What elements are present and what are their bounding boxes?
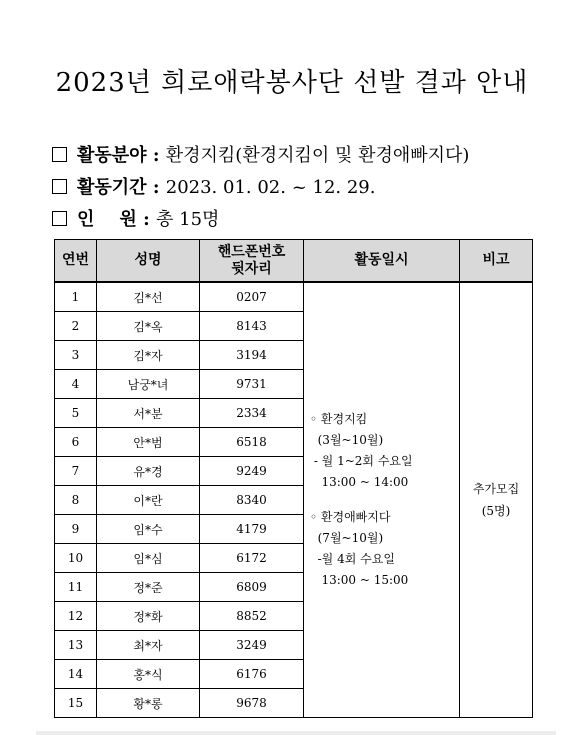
header-name: 성명 <box>97 240 200 283</box>
activity-line: 13:00 ~ 14:00 <box>310 475 409 489</box>
header-phone-line1: 핸드폰번호 <box>217 243 286 260</box>
header-phone-line2: 뒷자리 <box>231 260 272 277</box>
cell-no: 3 <box>55 341 97 370</box>
header-phone <box>200 240 304 283</box>
info-activity-period <box>52 173 375 199</box>
cell-phone: 0207 <box>200 282 304 312</box>
cell-no: 13 <box>55 631 97 660</box>
cell-phone: 9731 <box>200 370 304 399</box>
cell-phone: 3249 <box>200 631 304 660</box>
cell-no: 8 <box>55 486 97 515</box>
info-headcount <box>52 205 219 231</box>
cell-no: 5 <box>55 399 97 428</box>
cell-phone: 6172 <box>200 544 304 573</box>
cell-no: 7 <box>55 457 97 486</box>
page-title: 2023년 희로애락봉사단 선발 결과 안내 <box>55 68 529 98</box>
cell-name: 홍*식 <box>97 660 200 689</box>
cell-name: 임*심 <box>97 544 200 573</box>
cell-name: 김*옥 <box>97 312 200 341</box>
cell-phone: 2334 <box>200 399 304 428</box>
cell-no: 6 <box>55 428 97 457</box>
cell-name: 남궁*녀 <box>97 370 200 399</box>
info-value: 2023. 01. 02. ~ 12. 29. <box>165 177 376 198</box>
cell-no: 15 <box>55 689 97 718</box>
cell-phone: 6809 <box>200 573 304 602</box>
cell-name: 임*수 <box>97 515 200 544</box>
activity-line: -월 4회 수요일 <box>310 552 395 566</box>
info-label: 인 원 <box>77 209 137 230</box>
note-line: (5명) <box>481 504 511 518</box>
cell-name: 서*분 <box>97 399 200 428</box>
info-value: 환경지킴(환경지킴이 및 환경애빠지다) <box>165 145 470 166</box>
cell-phone: 8143 <box>200 312 304 341</box>
cell-no: 10 <box>55 544 97 573</box>
header-no: 연번 <box>55 240 97 283</box>
cell-no: 14 <box>55 660 97 689</box>
cell-no: 12 <box>55 602 97 631</box>
activity-line: ◦ 환경지킴 <box>310 412 368 426</box>
cell-no: 9 <box>55 515 97 544</box>
page-bottom-divider <box>36 731 556 735</box>
header-note: 비고 <box>460 240 533 283</box>
cell-name: 이*란 <box>97 486 200 515</box>
cell-note <box>460 282 533 718</box>
cell-name: 정*화 <box>97 602 200 631</box>
checkbox-square-icon <box>52 147 67 162</box>
cell-name: 정*준 <box>97 573 200 602</box>
cell-phone: 4179 <box>200 515 304 544</box>
cell-phone: 6518 <box>200 428 304 457</box>
cell-no: 2 <box>55 312 97 341</box>
header-activity: 활동일시 <box>304 240 460 283</box>
activity-line: - 월 1~2회 수요일 <box>310 454 413 468</box>
cell-phone: 3194 <box>200 341 304 370</box>
info-separator: : <box>146 177 166 198</box>
table-header-row <box>55 240 533 283</box>
cell-no: 4 <box>55 370 97 399</box>
cell-name: 김*선 <box>97 282 200 312</box>
info-label: 활동기간 <box>77 177 147 198</box>
info-label: 활동분야 <box>77 145 147 166</box>
activity-line: ◦ 환경애빠지다 <box>310 510 391 524</box>
info-separator: : <box>146 145 166 166</box>
cell-phone: 9249 <box>200 457 304 486</box>
activity-line: 13:00 ~ 15:00 <box>310 573 409 587</box>
checkbox-square-icon <box>52 179 67 194</box>
cell-name: 안*범 <box>97 428 200 457</box>
info-separator: : <box>136 209 157 230</box>
cell-name: 유*경 <box>97 457 200 486</box>
cell-phone: 6176 <box>200 660 304 689</box>
cell-activity-schedule <box>304 282 460 718</box>
cell-no: 11 <box>55 573 97 602</box>
info-activity-field <box>52 141 469 167</box>
activity-line: (7월~10월) <box>310 531 384 545</box>
cell-name: 김*자 <box>97 341 200 370</box>
cell-name: 최*자 <box>97 631 200 660</box>
table-row <box>55 282 533 312</box>
cell-no: 1 <box>55 282 97 312</box>
cell-name: 황*롱 <box>97 689 200 718</box>
activity-line: (3월~10월) <box>310 433 384 447</box>
volunteer-table <box>54 239 533 718</box>
cell-phone: 8852 <box>200 602 304 631</box>
note-line: 추가모집 <box>472 482 520 496</box>
info-value: 총 15명 <box>156 209 220 230</box>
checkbox-square-icon <box>52 211 67 226</box>
cell-phone: 8340 <box>200 486 304 515</box>
cell-phone: 9678 <box>200 689 304 718</box>
